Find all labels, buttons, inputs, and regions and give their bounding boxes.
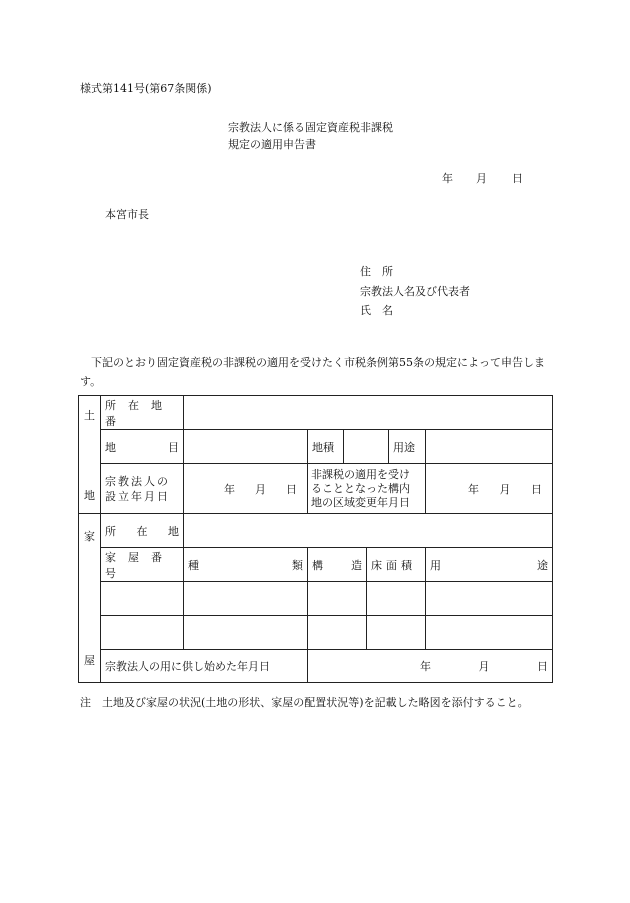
house-structure-field[interactable] [308,582,367,616]
house-section-label [79,514,101,683]
house-type-field[interactable] [184,616,308,650]
house-number-label: 家屋番号 [101,548,184,582]
applicant-org-label: 宗教法人名及び代表者 [360,285,470,298]
house-structure-field[interactable] [308,616,367,650]
nontax-change-date-field[interactable]: 年 月 日 [426,464,553,514]
land-category-label: 地 目 [101,430,184,464]
house-use-field[interactable] [426,616,553,650]
attachment-note: 注 土地及び家屋の状況(土地の形状、家屋の配置状況等)を記載した略図を添付すること。 [80,696,529,709]
house-use-field[interactable] [426,582,553,616]
applicant-name-label: 氏 名 [360,304,393,317]
use-start-date-label: 宗教法人の用に供し始めた年月日 [101,650,308,683]
house-number-field[interactable] [101,616,184,650]
establishment-date-field[interactable]: 年 月 日 [184,464,308,514]
form-title-line1: 宗教法人に係る固定資産税非課税 [228,121,393,134]
house-number-field[interactable] [101,582,184,616]
land-category-field[interactable] [184,430,308,464]
house-floor-area-header: 床面積 [367,548,426,582]
land-location-field[interactable] [184,396,553,430]
land-area-field[interactable] [344,430,389,464]
house-type-field[interactable] [184,582,308,616]
nontax-change-date-label: 非課税の適用を受け ることとなった構内 地の区域変更年月日 [308,464,426,514]
house-location-label: 所 在 地 [101,514,184,548]
declaration-table [78,395,553,683]
land-area-label: 地積 [308,430,344,464]
house-label-bottom: 屋 [84,654,95,667]
land-label-top: 土 [84,408,95,422]
date-month: 月 [476,172,487,185]
house-type-header: 種 類 [184,548,308,582]
house-structure-header: 構 造 [308,548,367,582]
addressee: 本宮市長 [105,208,149,221]
land-location-label: 所在地番 [101,396,184,430]
house-use-header: 用 途 [426,548,553,582]
submission-date [442,170,523,186]
house-floor-area-field[interactable] [367,616,426,650]
land-section-label [79,396,101,514]
land-use-field[interactable] [426,430,553,464]
declaration-text: 下記のとおり固定資産税の非課税の適用を受けたく市税条例第55条の規定によって申告します。 [80,356,545,388]
land-use-label: 用途 [389,430,426,464]
date-year: 年 [442,172,453,185]
house-floor-area-field[interactable] [367,582,426,616]
date-day: 日 [512,172,523,185]
use-start-date-field[interactable]: 年 月 日 [308,650,553,683]
house-label-top: 家 [84,530,95,543]
house-location-field[interactable] [184,514,553,548]
form-title-line2: 規定の適用申告書 [228,138,316,151]
applicant-address-label: 住 所 [360,265,393,278]
form-number: 様式第141号(第67条関係) [80,82,212,95]
house-row-1 [79,582,553,616]
land-label-bottom: 地 [84,488,95,502]
establishment-date-label: 宗教法人の 設立年月日 [101,464,184,514]
house-row-2 [79,616,553,650]
